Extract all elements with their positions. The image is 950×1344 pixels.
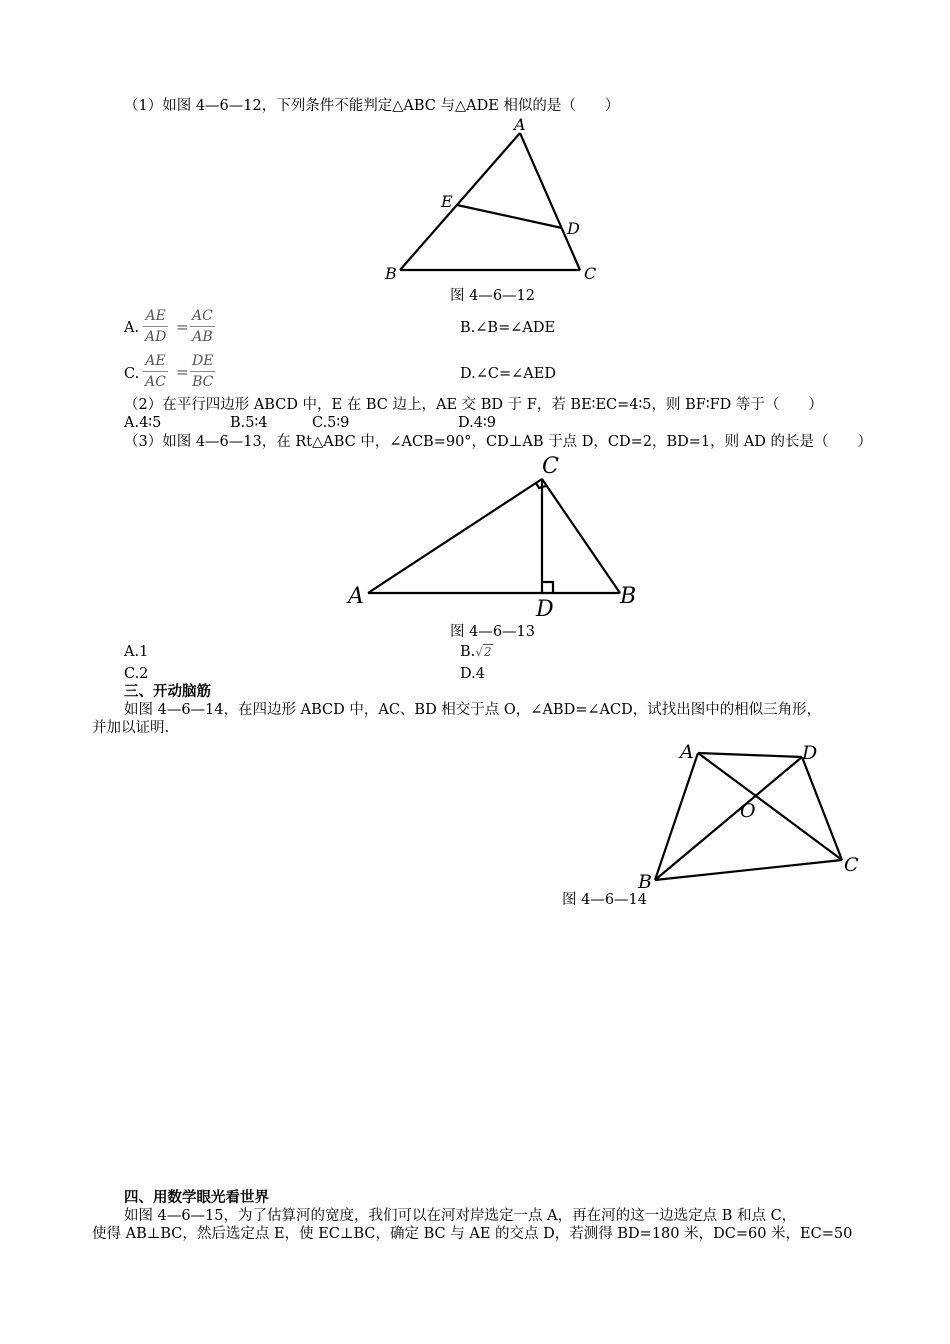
q1-option-a-prefix: A. bbox=[124, 320, 140, 336]
q2-option-c: C.5∶9 bbox=[312, 415, 350, 431]
figure-4-6-14 bbox=[630, 735, 870, 895]
q1-option-a-fraction-1 bbox=[143, 306, 168, 347]
q1-text: （1）如图 4—6—12，下列条件不能判定△ABC 与△ADE 相似的是（ ） bbox=[124, 98, 620, 114]
fraction-denominator: BC bbox=[192, 374, 214, 390]
caption-4-6-12: 图 4—6—12 bbox=[450, 288, 536, 304]
label-c: C bbox=[584, 264, 597, 283]
q1-option-c-prefix: C. bbox=[124, 366, 140, 382]
label-b: B bbox=[638, 871, 652, 893]
sqrt-icon: √ bbox=[475, 645, 483, 659]
label-a: A bbox=[680, 741, 694, 763]
label-b: B bbox=[385, 264, 397, 283]
section-4-heading: 四、用数学眼光看世界 bbox=[124, 1189, 269, 1206]
q3-option-b bbox=[460, 643, 493, 661]
q3-option-b-radicand: 2 bbox=[483, 645, 492, 659]
fraction-numerator: AE bbox=[143, 351, 168, 372]
q1-option-a-fraction-2 bbox=[190, 306, 215, 347]
fraction-numerator: AC bbox=[190, 306, 215, 327]
q3-text: （3）如图 4—6—13，在 Rt△ABC 中，∠ACB=90°，CD⊥AB 于点 D，CD=2，BD=1，则 AD 的长是（ ） bbox=[124, 434, 872, 450]
label-d: D bbox=[802, 742, 818, 764]
fraction-numerator: AE bbox=[143, 306, 168, 327]
q2-text: （2）在平行四边形 ABCD 中，E 在 BC 边上，AE 交 BD 于 F，若 BE∶EC=4∶5，则 BF∶FD 等于（ ） bbox=[124, 397, 823, 413]
label-a: A bbox=[514, 115, 526, 134]
edge-ad bbox=[698, 753, 802, 757]
q1-option-c-equals: = bbox=[176, 363, 189, 381]
q1-option-a-equals: = bbox=[176, 318, 189, 336]
caption-4-6-14: 图 4—6—14 bbox=[562, 892, 648, 908]
q1-option-b: B.∠B=∠ADE bbox=[460, 320, 556, 336]
label-a: A bbox=[348, 584, 364, 609]
fraction-denominator: AD bbox=[145, 329, 167, 345]
section-3-line-1: 如图 4—6—14，在四边形 ABCD 中，AC、BD 相交于点 O，∠ABD=∠ACD，试找出图中的相似三角形， bbox=[124, 702, 822, 718]
q2-option-a: A.4∶5 bbox=[124, 415, 162, 431]
label-e: E bbox=[441, 192, 453, 211]
label-d: D bbox=[536, 597, 554, 622]
edge-ed bbox=[457, 205, 562, 228]
edge-ac bbox=[520, 133, 580, 270]
label-b: B bbox=[620, 584, 637, 609]
q3-option-b-prefix: B. bbox=[460, 644, 476, 660]
section-3-heading: 三、开动脑筋 bbox=[124, 683, 211, 700]
q3-option-c: C.2 bbox=[124, 666, 149, 682]
label-c: C bbox=[542, 454, 559, 479]
section-4-line-2: 使得 AB⊥BC，然后选定点 E，使 EC⊥BC，确定 BC 与 AE 的交点 D，若测得 BD=180 米，DC=60 米，EC=50 bbox=[92, 1226, 853, 1242]
q1-option-c-fraction-1 bbox=[143, 351, 168, 392]
edge-ac bbox=[368, 479, 542, 593]
label-o: O bbox=[740, 800, 756, 822]
section-3-line-2: 并加以证明. bbox=[92, 720, 170, 736]
fraction-numerator: DE bbox=[190, 351, 215, 372]
label-d: D bbox=[567, 219, 580, 238]
q1-option-d: D.∠C=∠AED bbox=[460, 366, 556, 382]
figure-4-6-12 bbox=[380, 115, 610, 285]
right-angle-mark-d bbox=[542, 582, 553, 593]
edge-cb bbox=[542, 479, 620, 593]
q3-option-d: D.4 bbox=[460, 666, 485, 682]
q2-option-b: B.5∶4 bbox=[230, 415, 268, 431]
fraction-denominator: AB bbox=[192, 329, 213, 345]
q3-option-a: A.1 bbox=[124, 644, 149, 660]
q2-option-d: D.4∶9 bbox=[458, 415, 496, 431]
q1-option-c-fraction-2 bbox=[190, 351, 215, 392]
caption-4-6-13: 图 4—6—13 bbox=[450, 624, 536, 640]
figure-4-6-13 bbox=[345, 450, 645, 620]
edge-cb bbox=[655, 860, 842, 880]
fraction-denominator: AC bbox=[145, 374, 166, 390]
edge-ab bbox=[400, 133, 520, 270]
label-c: C bbox=[844, 854, 859, 876]
section-4-line-1: 如图 4—6—15，为了估算河的宽度，我们可以在河对岸选定一点 A，再在河的这一边选定点 B 和点 C， bbox=[124, 1208, 797, 1224]
